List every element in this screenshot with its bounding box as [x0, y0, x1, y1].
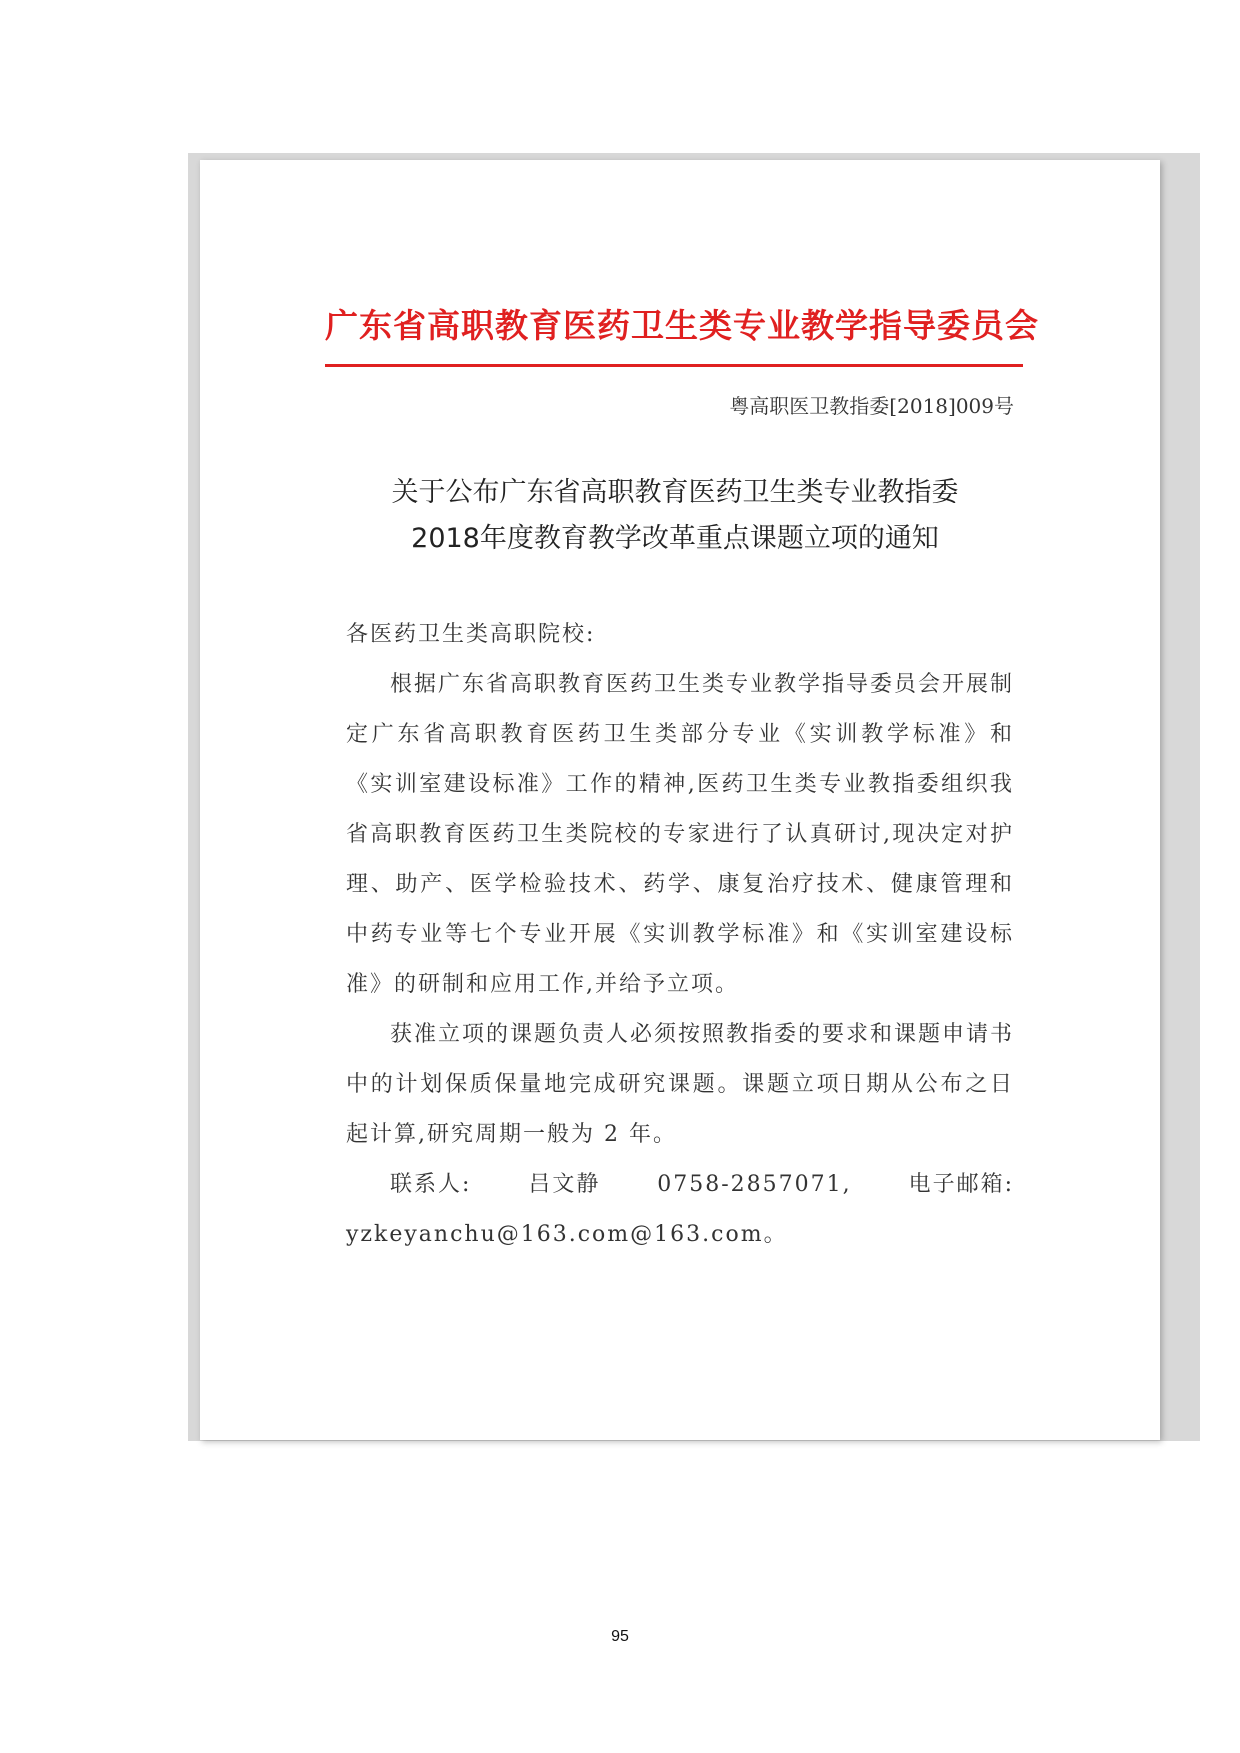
contact-label: 联系人:	[390, 1172, 472, 1197]
page-number: 95	[611, 1628, 629, 1645]
body-paragraph-1: 根据广东省高职教育医药卫生类专业教学指导委员会开展制定广东省高职教育医药卫生类部分专业《实训教学标准》和《实训室建设标准》工作的精神,医药卫生类专业教指委组织我省高职教育医药卫生类院校的专家进行了认真研讨,现决定对护理、助产、医学检验技术、药学、康复治疗技术、健康管理和中药专业等七个专业开展《实训教学标准》和《实训室建设标准》的研制和应用工作,并给予立项。	[346, 672, 1015, 997]
document-number: 粤高职医卫教指委[2018]009号	[729, 394, 1014, 418]
body-paragraph-2: 获准立项的课题负责人必须按照教指委的要求和课题申请书中的计划保质保量地完成研究课题。课题立项日期从公布之日起计算,研究周期一般为 2 年。	[346, 1022, 1015, 1147]
salutation: 各医药卫生类高职院校:	[346, 622, 596, 647]
notice-title	[325, 470, 1025, 562]
notice-title-line-2: 2018年度教育教学改革重点课题立项的通知	[411, 523, 939, 554]
contact-line	[346, 1160, 1014, 1210]
notice-body	[346, 610, 1014, 1260]
email-address: yzkeyanchu@163.com@163.com。	[346, 1222, 788, 1247]
organization-header: 广东省高职教育医药卫生类专业教学指导委员会	[325, 306, 1039, 345]
header-red-rule	[325, 364, 1023, 367]
notice-title-line-1: 关于公布广东省高职教育医药卫生类专业教指委	[391, 477, 959, 508]
email-label: 电子邮箱:	[908, 1172, 1014, 1197]
contact-phone: 0758-2857071,	[657, 1172, 852, 1197]
contact-name: 吕文静	[528, 1172, 601, 1197]
